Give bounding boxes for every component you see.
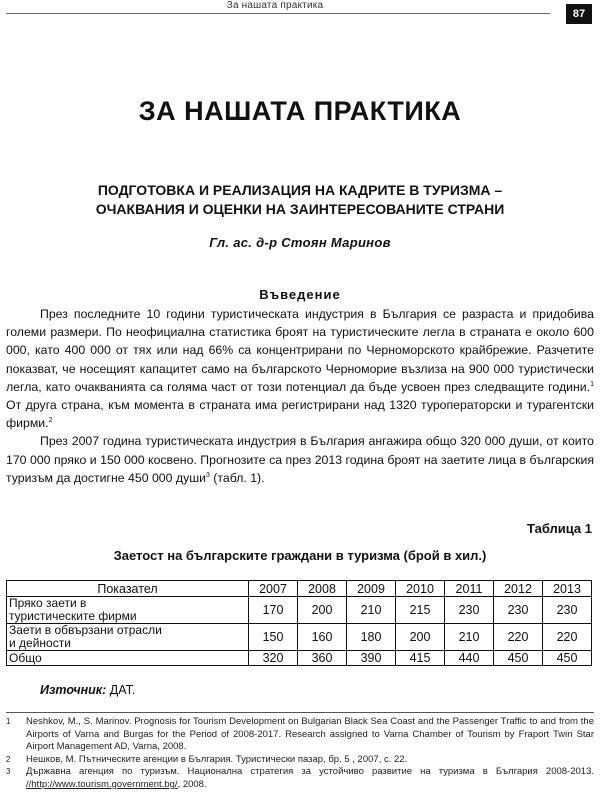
- row-label: [7, 597, 249, 624]
- paragraph-2: [6, 432, 594, 487]
- table-row: [7, 597, 592, 624]
- table-label: Таблица 1: [526, 521, 592, 536]
- footnote-text: Нешков, М. Пътническите агенции в България. Туристически пазар, бр. 5 , 2007, с. 22.: [26, 753, 408, 765]
- footnotes: [6, 716, 594, 792]
- footnote-rule: [6, 712, 594, 713]
- paragraph-1-text-a: През последните 10 години туристическата индустрия в България се разрастa и придобива големи размери. По неофициална статистика броят на туристическите легла в страната е около 600 000, като 400 000 от тях или над 66% са концентрирани по Черноморското крайбрежие. Разчетите показват, че носещият капацитет само на българското Черноморие възлиза на 900 000 туристически легла, като очакванията са голяма част от този потенциал да бъде усвоен през следващите години.: [6, 307, 594, 394]
- footnote-2: [6, 754, 594, 767]
- header-year: 2008: [298, 581, 347, 597]
- footnote-3: [6, 766, 594, 791]
- paragraph-2-text-b: (табл. 1).: [209, 470, 265, 485]
- table-cell: 390: [347, 651, 396, 666]
- running-header: [0, 0, 600, 24]
- table-cell: 210: [445, 624, 494, 651]
- footnote-number: 2: [6, 754, 11, 764]
- header-rule: [6, 13, 550, 14]
- footnote-text: Държавна агенция по туризъм. Национална стратегия за устойчиво развитие на туризма в България 2008-2013.: [26, 766, 594, 778]
- table-cell: 220: [543, 624, 592, 651]
- table-source: [40, 683, 135, 697]
- table-cell: 210: [347, 597, 396, 624]
- source-value: ДАТ.: [106, 683, 136, 697]
- footnote-ref-1: 1: [590, 380, 594, 388]
- table-cell: 150: [249, 624, 298, 651]
- table-cell: 415: [396, 651, 445, 666]
- table-cell: 450: [543, 651, 592, 666]
- article-title: [30, 181, 570, 219]
- footnote-link[interactable]: //http://www.tourism.government.bg/: [26, 778, 178, 790]
- table-cell: 170: [249, 597, 298, 624]
- article-title-line-2: ОЧАКВАНИЯ И ОЦЕНКИ НА ЗАИНТЕРЕСОВАНИТЕ СТРАНИ: [95, 201, 505, 217]
- row-label-line: Заети в обвързани отрасли: [9, 623, 162, 637]
- footnote-1: [6, 716, 594, 754]
- header-year: 2011: [445, 581, 494, 597]
- footnote-number: 1: [6, 717, 11, 726]
- intro-heading: Въведение: [259, 287, 341, 302]
- row-label: [7, 651, 249, 666]
- row-label-line: туристическите фирми: [9, 609, 137, 623]
- paragraph-1-text-b: От друга страна, към момента в страната има регистрирани над 1320 туроператорски и турагентски фирми.: [6, 398, 594, 431]
- footnote-ref-3: 3: [205, 471, 210, 479]
- table-header-row: [7, 581, 592, 597]
- table-cell: 200: [298, 597, 347, 624]
- header-year: 2009: [347, 581, 396, 597]
- footnote-text: , 2008.: [177, 778, 207, 790]
- table-cell: 160: [298, 624, 347, 651]
- paragraph-1: [6, 305, 594, 432]
- header-indicator: Показател: [7, 581, 249, 597]
- table-cell: 450: [494, 651, 543, 666]
- article-title-line-1: ПОДГОТОВКА И РЕАЛИЗАЦИЯ НА КАДРИТЕ В ТУРИЗМА –: [97, 182, 503, 198]
- section-title: ЗА НАШАТА ПРАКТИКА: [138, 96, 462, 126]
- table-cell: 200: [396, 624, 445, 651]
- table-cell: 320: [249, 651, 298, 666]
- footnote-text: Neshkov, M., S. Marinov. Prognosis for Tourism Development on Bulgarian Black Sea Coast and the Passenger Traffic to and from the Airports of Varna and Burgas for the Period of 2008-2017. Research assigned to Varna Chamber of Tourism by Fraport Twin Star Airport Management AD, Varna, 2008.: [26, 716, 594, 753]
- table-cell: 215: [396, 597, 445, 624]
- source-label: Източник:: [40, 683, 107, 697]
- row-label-line: Пряко заети в: [9, 596, 87, 610]
- table-cell: 220: [494, 624, 543, 651]
- table-caption: Заетост на българските граждани в туризма (брой в хил.): [113, 548, 487, 563]
- header-year: 2007: [249, 581, 298, 597]
- row-label-line: Общо: [9, 650, 42, 665]
- table-row-total: [7, 651, 592, 666]
- footnote-ref-2: 2: [48, 417, 53, 425]
- table-cell: 230: [543, 597, 592, 624]
- table-cell: 230: [445, 597, 494, 624]
- paragraph-2-text-a: През 2007 година туристическата индустрия в България ангажира общо 320 000 души, от които 170 000 пряко и 150 000 косвено. Прогнозите са през 2013 година броят на заетите лица в българския туризъм да достигне 450 000 души: [6, 434, 594, 485]
- table-cell: 230: [494, 597, 543, 624]
- table-cell: 440: [445, 651, 494, 666]
- row-label: [7, 624, 249, 651]
- table-cell: 360: [298, 651, 347, 666]
- header-year: 2010: [396, 581, 445, 597]
- header-year: 2012: [494, 581, 543, 597]
- table-row: [7, 624, 592, 651]
- page-number-badge: 87: [566, 4, 592, 24]
- running-header-title: За нашата практика: [226, 0, 324, 11]
- footnote-number: 3: [6, 767, 11, 777]
- row-label-line: и дейности: [9, 636, 71, 650]
- author-name: Гл. ас. д-р Стоян Маринов: [209, 235, 391, 250]
- employment-table: [6, 580, 592, 666]
- table-cell: 180: [347, 624, 396, 651]
- body-text: [6, 305, 594, 487]
- header-year: 2013: [543, 581, 592, 597]
